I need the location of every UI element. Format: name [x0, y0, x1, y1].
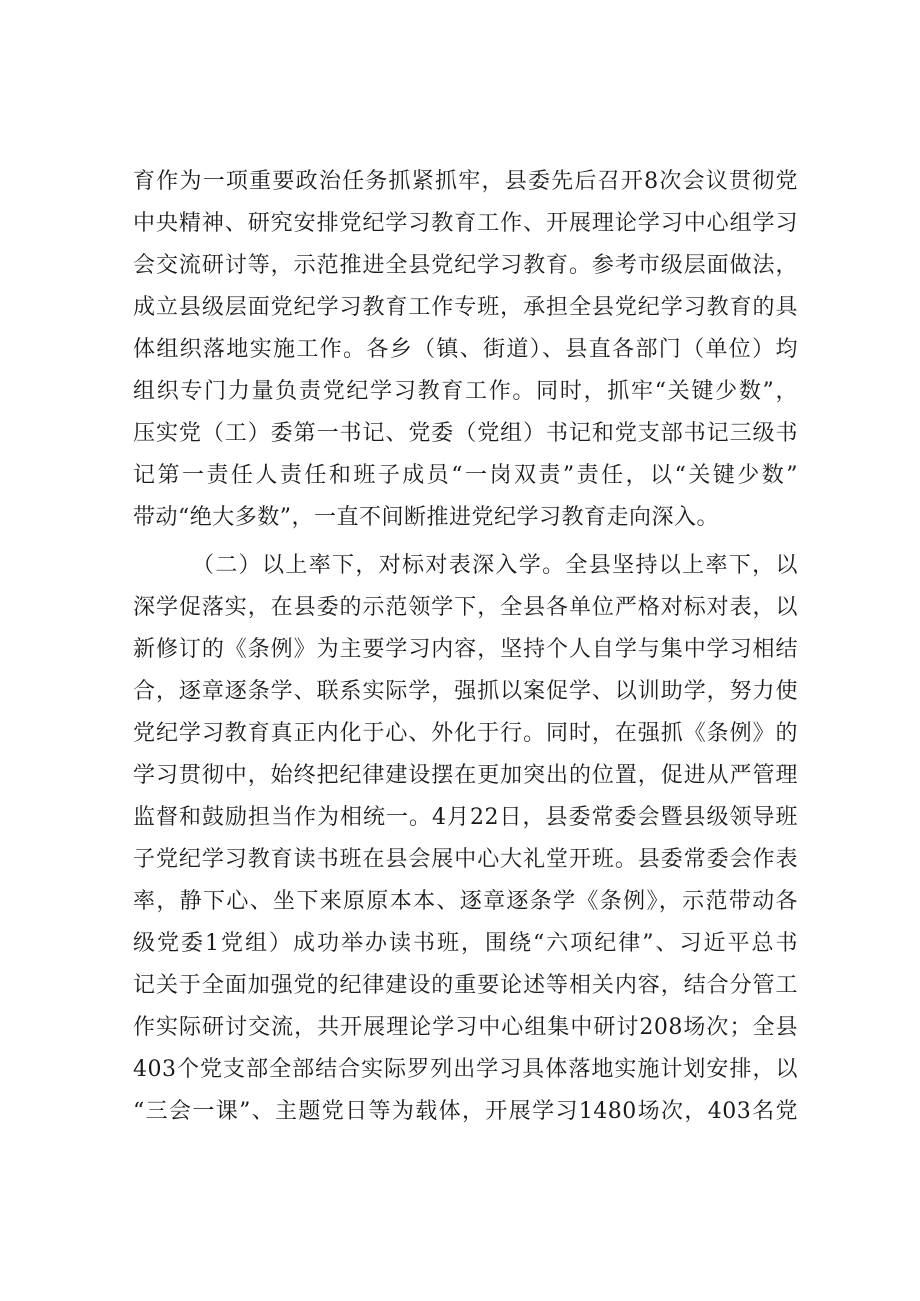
paragraph-1-line: 成立县级层面党纪学习教育工作专班，承担全县党纪学习教育的具	[133, 295, 798, 320]
paragraph-2-line: 合，逐章逐条学、联系实际学，强抓以案促学、以训助学，努力使	[133, 679, 798, 704]
paragraph-1-line: 压实党（工）委第一书记、党委（党组）书记和党支部书记三级书	[133, 421, 798, 446]
paragraph-2-line: 作实际研讨交流，共开展理论学习中心组集中研讨208场次；全县	[133, 1015, 798, 1040]
paragraph-2-line: 党纪学习教育真正内化于心、外化于行。同时，在强抓《条例》的	[133, 721, 798, 746]
paragraph-1-line: 记第一责任人责任和班子成员“一岗双责”责任，以“关键少数”	[133, 463, 798, 488]
paragraph-1-line: 带动“绝大多数”，一直不间断推进党纪学习教育走向深入。	[133, 505, 719, 530]
paragraph-2-line: “三会一课”、主题党日等为载体，开展学习1480场次，403名党	[133, 1099, 798, 1124]
paragraph-1-line: 组织专门力量负责党纪学习教育工作。同时，抓牢“关键少数”，	[133, 379, 798, 404]
paragraph-2-line: 率，静下心、坐下来原原本本、逐章逐条学《条例》，示范带动各	[133, 889, 798, 914]
paragraph-2-line: 级党委1党组）成功举办读书班，围绕“六项纪律”、习近平总书	[133, 931, 798, 956]
paragraph-2-line: 新修订的《条例》为主要学习内容，坚持个人自学与集中学习相结	[133, 637, 798, 662]
paragraph-2-line: 深学促落实，在县委的示范领学下，全县各单位严格对标对表，以	[133, 595, 798, 620]
paragraph-2-line: （二）以上率下，对标对表深入学。全县坚持以上率下，以	[192, 553, 798, 578]
paragraph-2-line: 403个党支部全部结合实际罗列出学习具体落地实施计划安排，以	[133, 1057, 798, 1082]
paragraph-2-line: 记关于全面加强党的纪律建设的重要论述等相关内容，结合分管工	[133, 973, 798, 998]
paragraph-1-line: 育作为一项重要政治任务抓紧抓牢，县委先后召开8次会议贯彻党	[133, 169, 798, 194]
paragraph-1-line: 会交流研讨等，示范推进全县党纪学习教育。参考市级层面做法，	[133, 253, 798, 278]
paragraph-1-line: 体组织落地实施工作。各乡（镇、街道）、县直各部门（单位）均	[133, 337, 798, 362]
paragraph-2-line: 监督和鼓励担当作为相统一。4月22日，县委常委会暨县级领导班	[133, 805, 798, 830]
paragraph-2-line: 子党纪学习教育读书班在县会展中心大礼堂开班。县委常委会作表	[133, 847, 798, 872]
paragraph-2-line: 学习贯彻中，始终把纪律建设摆在更加突出的位置，促进从严管理	[133, 763, 798, 788]
paragraph-1-line: 中央精神、研究安排党纪学习教育工作、开展理论学习中心组学习	[133, 211, 798, 236]
